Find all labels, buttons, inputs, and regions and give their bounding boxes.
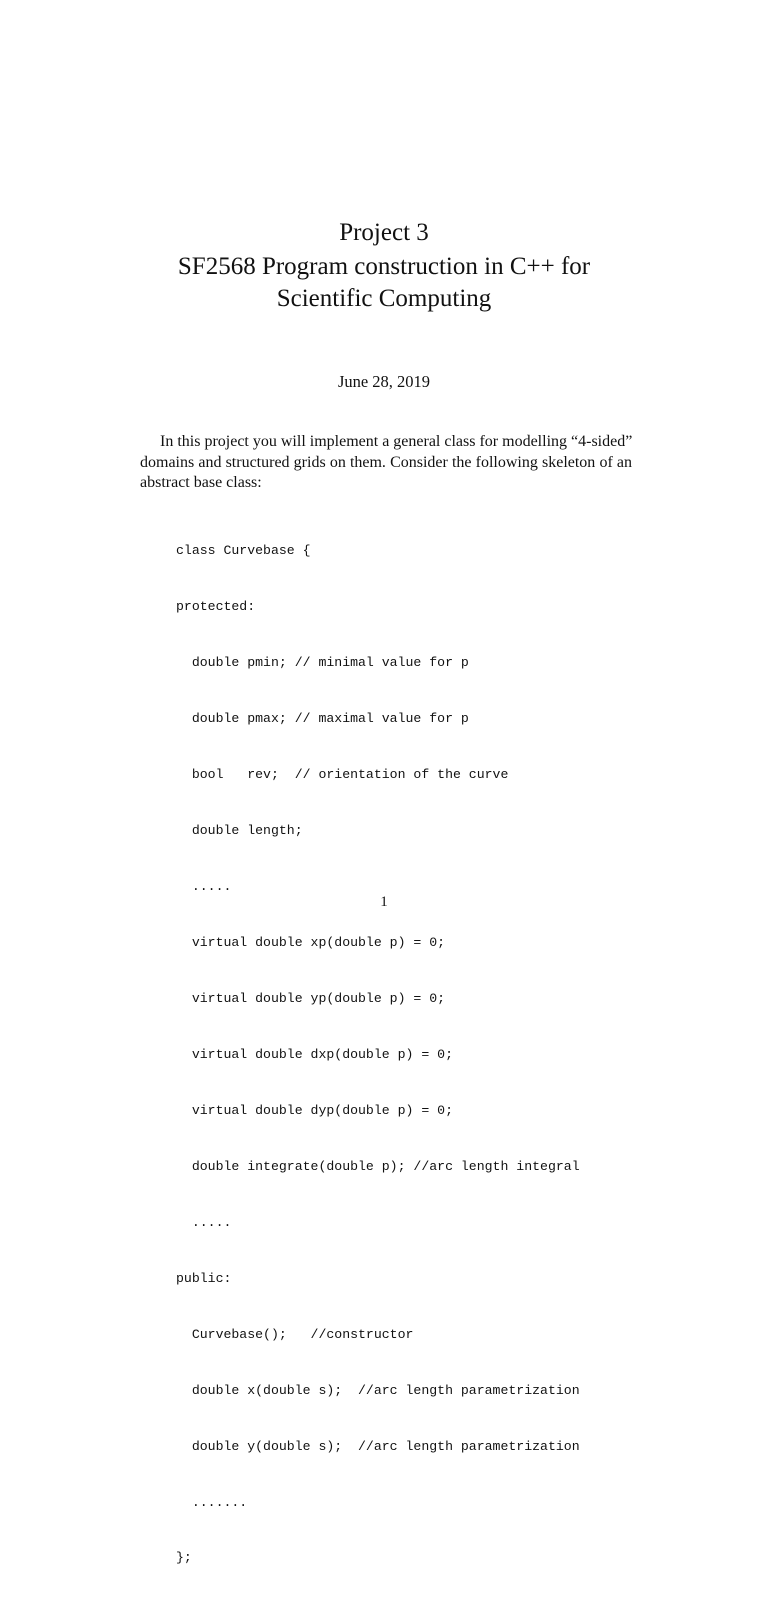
title-course-name: SF2568 Program construction in C++ for: [177, 253, 591, 280]
document-date: June 28, 2019: [337, 372, 431, 391]
code-line: Curvebase(); //constructor: [176, 1326, 414, 1342]
code-line: double pmax; // maximal value for p: [176, 711, 469, 727]
code-line: class Curvebase {: [176, 543, 311, 559]
intro-line: abstract base class:: [140, 474, 262, 491]
code-line: double x(double s); //arc length parametrization: [176, 1382, 580, 1398]
code-line: double length;: [176, 823, 303, 839]
code-line: .......: [176, 1494, 248, 1510]
code-line: public:: [176, 1270, 232, 1286]
code-line: double pmin; // minimal value for p: [176, 655, 469, 671]
code-line: double y(double s); //arc length parametrization: [176, 1438, 580, 1454]
title-project-number: Project 3: [339, 219, 429, 246]
code-line: bool rev; // orientation of the curve: [176, 767, 509, 783]
code-line: protected:: [176, 599, 256, 615]
intro-line: domains and structured grids on them. Consider the following skeleton of an: [140, 453, 632, 471]
intro-line: In this project you will implement a general class for modelling “4-sided”: [160, 433, 633, 450]
code-line: };: [176, 1550, 192, 1566]
code-line: virtual double dyp(double p) = 0;: [176, 1102, 453, 1118]
code-listing: [176, 505, 580, 1605]
title-course-subtitle: Scientific Computing: [276, 285, 492, 312]
code-line: .....: [176, 879, 232, 895]
code-line: virtual double dxp(double p) = 0;: [176, 1046, 453, 1062]
code-line: .....: [176, 1214, 232, 1230]
page-number: 1: [380, 894, 388, 910]
code-line: double integrate(double p); //arc length integral: [176, 1158, 580, 1174]
code-line: virtual double yp(double p) = 0;: [176, 990, 446, 1006]
code-line: virtual double xp(double p) = 0;: [176, 934, 446, 950]
intro-paragraph: [140, 432, 632, 494]
